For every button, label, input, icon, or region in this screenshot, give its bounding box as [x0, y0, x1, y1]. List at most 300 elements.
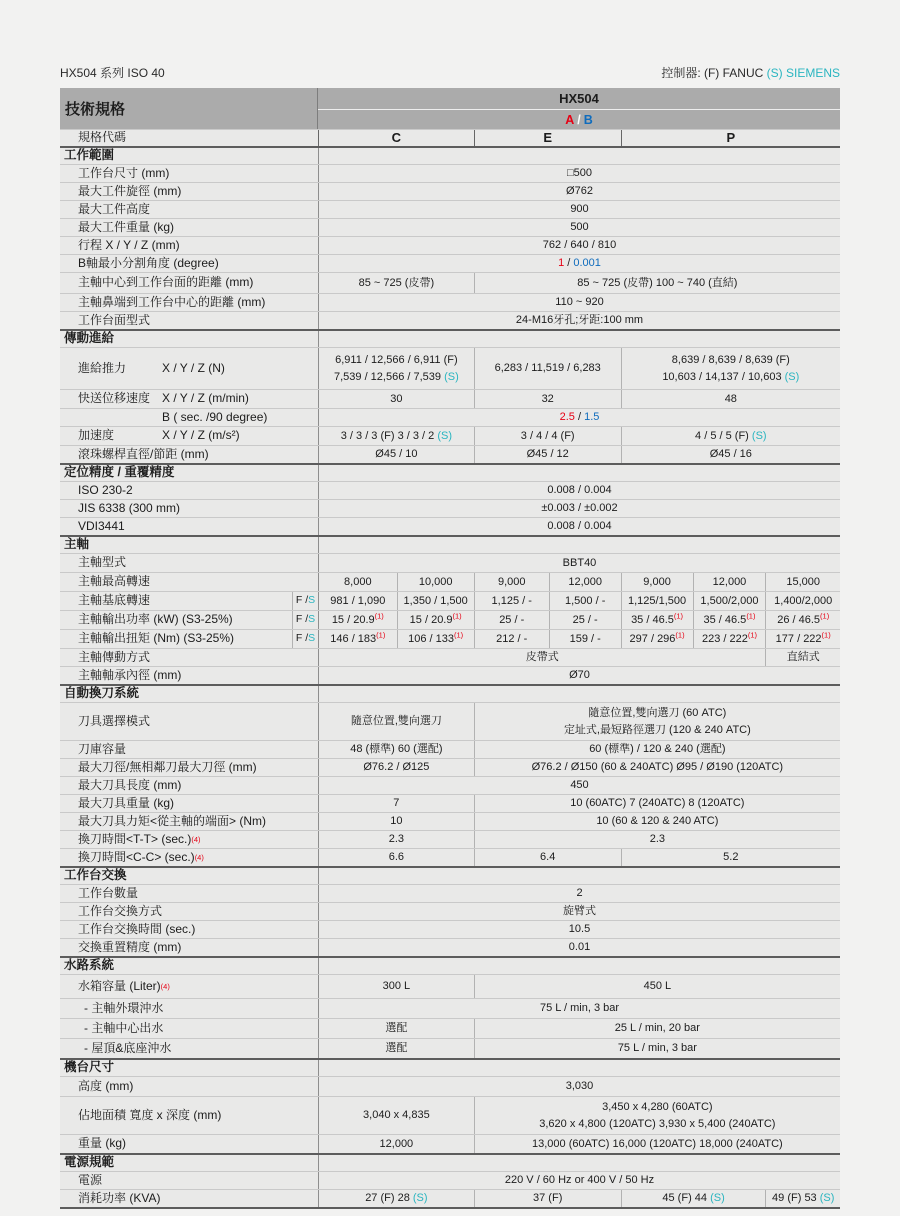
spec-cell-line: 159 / -	[569, 632, 601, 645]
spec-cell	[765, 649, 840, 666]
spec-row-values	[318, 667, 840, 684]
spec-row-label: 重量 (kg)	[78, 1136, 127, 1151]
spec-cell-line: □500	[567, 167, 592, 180]
spec-row	[60, 182, 840, 200]
spec-cell	[319, 1172, 840, 1189]
spec-row-values	[318, 741, 840, 758]
section-title: 定位精度 / 重覆精度	[64, 465, 175, 480]
spec-cell-line: 500	[570, 221, 589, 234]
spec-row-values	[318, 1077, 840, 1096]
spec-cell	[319, 999, 840, 1018]
spec-cell-line: 3,450 x 4,280 (60ATC)	[602, 1101, 713, 1113]
spec-cell-line: 隨意位置,雙向選刀 (60 ATC)	[588, 707, 727, 719]
spec-row-label: 滾珠螺桿直徑/節距 (mm)	[78, 446, 209, 461]
fanuc-siemens-flag: F / S	[292, 611, 318, 629]
spec-cell	[319, 482, 840, 499]
spec-row	[60, 830, 840, 848]
section-header-row	[60, 1058, 840, 1076]
controller-note: 控制器: (F) FANUC (S) SIEMENS	[661, 66, 840, 80]
spec-cell-line: Ø45 / 10	[375, 448, 418, 461]
spec-row	[60, 517, 840, 535]
spec-cell-line: 直結式	[786, 651, 820, 664]
spec-row-values	[318, 201, 840, 218]
spec-row	[60, 776, 840, 794]
spec-cell-line: 10 (60 & 120 & 240 ATC)	[596, 815, 719, 828]
spec-cell	[474, 273, 840, 293]
spec-cell-line: 9,000	[643, 575, 671, 588]
spec-row-label: 消耗功率 (KVA)	[78, 1190, 161, 1205]
code-row	[60, 129, 840, 146]
spec-cell	[319, 165, 840, 182]
spec-cell	[319, 255, 840, 272]
spec-row-label	[60, 409, 318, 426]
spec-cell	[549, 573, 621, 591]
spec-cell	[319, 741, 474, 758]
spec-cell-line: 25 / -	[499, 613, 525, 626]
spec-cell-line: 25 L / min, 20 bar	[614, 1022, 700, 1035]
spec-row-values	[318, 1190, 840, 1207]
spec-cell	[319, 554, 840, 572]
spec-row-label: 最大工件旋徑 (mm)	[78, 183, 182, 198]
spec-cell-line: 49 (F) 53 (S)	[772, 1192, 835, 1205]
spec-cell	[549, 592, 621, 610]
section-header-row	[60, 329, 840, 347]
spec-sections	[60, 146, 840, 1207]
spec-row-label: 進給推力 X / Y / Z (N)	[78, 360, 225, 375]
spec-cell	[474, 1097, 840, 1134]
spec-cell-line: 10	[390, 815, 403, 828]
spec-row	[60, 445, 840, 463]
spec-row	[60, 553, 840, 572]
spec-row-label: 電源	[78, 1172, 103, 1187]
spec-cell	[474, 741, 840, 758]
spec-cell-line: 15 / 20.9$^{(1)}$	[331, 611, 384, 626]
spec-row-values	[318, 183, 840, 200]
spec-table	[60, 88, 840, 1209]
spec-row-values	[318, 500, 840, 517]
spec-row-values	[318, 1135, 840, 1153]
spec-cell	[319, 611, 397, 629]
spec-cell-line: 3,040 x 4,835	[363, 1109, 430, 1122]
spec-row	[60, 920, 840, 938]
spec-row-sublabel: B ( sec. /90 degree)	[162, 409, 268, 424]
spec-cell	[621, 1190, 766, 1207]
spec-cell-line: 選配	[385, 1022, 408, 1035]
spec-row-values	[318, 1097, 840, 1134]
spec-row-values	[318, 813, 840, 830]
spec-row	[60, 974, 840, 998]
spec-cell	[621, 592, 693, 610]
spec-cell	[319, 795, 474, 812]
section-title-spacer	[318, 958, 840, 974]
spec-row	[60, 236, 840, 254]
spec-row-label: 水箱容量 (Liter) (4)	[78, 978, 170, 993]
table-title: 技術規格	[60, 88, 318, 129]
model-name: HX504	[318, 88, 840, 110]
spec-cell	[319, 312, 840, 329]
spec-row	[60, 1134, 840, 1153]
spec-cell	[474, 573, 549, 591]
spec-cell	[474, 703, 840, 740]
spec-row	[60, 311, 840, 329]
variant-a: A	[565, 112, 575, 127]
spec-cell	[319, 813, 474, 830]
spec-row-label: 主軸鼻端到工作台中心的距離 (mm)	[78, 294, 266, 309]
spec-row-values	[318, 1019, 840, 1038]
spec-cell-line: 7	[393, 797, 400, 810]
spec-cell-line: 85 ~ 725 (皮帶)	[358, 276, 435, 289]
spec-cell-line: 1 / 0.001	[558, 257, 601, 270]
spec-row-values	[318, 273, 840, 293]
spec-row-values	[318, 409, 840, 426]
spec-row	[60, 648, 840, 666]
spec-cell	[397, 630, 474, 648]
spec-row-label: B軸最小分割角度 (degree)	[78, 255, 219, 270]
spec-row	[60, 998, 840, 1018]
spec-cell	[319, 294, 840, 311]
spec-row-label: 工作台數量	[78, 885, 139, 900]
spec-cell-line: 1,500 / -	[565, 594, 606, 607]
spec-row-values	[318, 630, 840, 648]
spec-cell	[319, 849, 474, 866]
spec-row-label: 主軸最高轉速	[78, 574, 151, 589]
spec-cell-line: 15 / 20.9$^{(1)}$	[409, 611, 462, 626]
spec-cell	[474, 611, 549, 629]
code-cell-e: E	[474, 130, 621, 146]
variant-b: B	[583, 112, 593, 127]
spec-cell	[319, 390, 474, 408]
spec-row-values	[318, 939, 840, 956]
spec-row-values	[318, 294, 840, 311]
spec-cell	[621, 390, 840, 408]
spec-cell-line: 7,539 / 12,566 / 7,539 (S)	[333, 370, 459, 383]
spec-cell-line: 10 (60ATC) 7 (240ATC) 8 (120ATC)	[570, 797, 745, 810]
spec-cell-line: 8,000	[344, 575, 372, 588]
spec-row-label: - 屋頂&底座沖水	[84, 1040, 172, 1055]
spec-row-label: 換刀時間<T-T> (sec.) (4)	[78, 831, 201, 846]
spec-cell	[319, 903, 840, 920]
spec-cell	[319, 500, 840, 517]
spec-cell	[474, 446, 621, 463]
spec-cell-line: 32	[541, 392, 554, 405]
spec-cell	[474, 630, 549, 648]
model-variants	[318, 110, 840, 129]
spec-row-label: - 主軸中心出水	[84, 1020, 164, 1035]
spec-cell-line: 選配	[385, 1042, 408, 1055]
spec-row-values	[318, 1039, 840, 1058]
spec-cell	[621, 611, 693, 629]
spec-cell	[693, 592, 766, 610]
spec-cell	[319, 1190, 474, 1207]
spec-cell-line: 皮帶式	[525, 651, 559, 664]
variant-separator: /	[577, 112, 581, 127]
spec-row	[60, 702, 840, 740]
spec-cell-line: 13,000 (60ATC) 16,000 (120ATC) 18,000 (240ATC)	[532, 1137, 783, 1150]
spec-cell-line: 26 / 46.5$^{(1)}$	[777, 611, 830, 626]
spec-cell	[319, 592, 397, 610]
spec-row-values	[318, 446, 840, 463]
spec-row-values	[318, 312, 840, 329]
spec-cell	[319, 1039, 474, 1058]
series-title: HX504 系列 ISO 40	[60, 66, 165, 80]
spec-cell-line: 10,000	[418, 575, 453, 588]
spec-cell-line: 1,500/2,000	[700, 594, 759, 607]
spec-cell-line: 981 / 1,090	[330, 594, 386, 607]
spec-cell	[621, 573, 693, 591]
spec-row-values	[318, 831, 840, 848]
table-header-band	[60, 88, 840, 129]
spec-cell	[474, 849, 621, 866]
spec-cell	[621, 348, 840, 389]
spec-cell-line: 60 (標準) / 120 & 240 (選配)	[589, 743, 726, 756]
spec-cell	[397, 573, 474, 591]
spec-row	[60, 666, 840, 684]
spec-cell-line: 3 / 4 / 4 (F)	[520, 429, 575, 442]
spec-row	[60, 164, 840, 182]
spec-cell-line: 450 L	[643, 980, 672, 993]
spec-cell-line: 定址式,最短路徑選刀 (120 & 240 ATC)	[563, 723, 751, 736]
spec-row-values	[318, 219, 840, 236]
spec-cell-line: 6.6	[388, 851, 405, 864]
spec-row	[60, 1038, 840, 1058]
spec-cell-line: 106 / 133$^{(1)}$	[408, 630, 464, 645]
spec-row	[60, 610, 840, 629]
spec-row-values	[318, 849, 840, 866]
spec-cell-line: 1,400/2,000	[774, 594, 833, 607]
spec-cell-line: 27 (F) 28 (S)	[365, 1192, 428, 1205]
spec-cell-line: 45 (F) 44 (S)	[662, 1192, 725, 1205]
spec-cell-line: 15,000	[786, 575, 821, 588]
spec-cell-line: 2.3	[649, 833, 665, 846]
spec-row-label: 工作台尺寸 (mm)	[78, 165, 170, 180]
spec-row-values	[318, 903, 840, 920]
spec-cell-line: 177 / 222$^{(1)}$	[775, 630, 831, 645]
spec-row-values	[318, 592, 840, 610]
spec-row-label: 最大刀具重量 (kg)	[78, 795, 175, 810]
spec-row-sublabel: X / Y / Z (m/s²)	[162, 428, 240, 443]
spec-cell-line: 8,639 / 8,639 / 8,639 (F)	[671, 354, 790, 366]
spec-cell	[474, 831, 840, 848]
spec-cell-line: Ø76.2 / Ø125	[363, 761, 430, 774]
spec-row	[60, 629, 840, 648]
spec-cell	[474, 348, 621, 389]
spec-cell	[319, 649, 765, 666]
spec-cell-line: 30	[390, 392, 403, 405]
section-title-spacer	[318, 686, 840, 702]
spec-cell-line: 10,603 / 14,137 / 10,603 (S)	[662, 370, 800, 383]
spec-cell-line: 10.5	[568, 923, 591, 936]
section-title: 主軸	[64, 537, 90, 552]
spec-cell-line: 6.4	[540, 851, 556, 864]
spec-row	[60, 499, 840, 517]
spec-row	[60, 389, 840, 408]
spec-cell-line: 35 / 46.5$^{(1)}$	[703, 611, 756, 626]
spec-cell-line: 9,000	[497, 575, 526, 588]
spec-row	[60, 884, 840, 902]
spec-cell-line: 2	[576, 887, 583, 900]
spec-row-sublabel: X / Y / Z (N)	[162, 360, 225, 375]
spec-cell	[319, 427, 474, 445]
spec-row-label: 行程 X / Y / Z (mm)	[78, 237, 180, 252]
spec-row-label: 工作台交換時間 (sec.)	[78, 921, 196, 936]
spec-cell	[319, 630, 397, 648]
spec-cell	[474, 1019, 840, 1038]
spec-row	[60, 408, 840, 426]
spec-row	[60, 347, 840, 389]
spec-row	[60, 293, 840, 311]
spec-cell	[765, 1190, 840, 1207]
spec-cell	[765, 611, 840, 629]
spec-row-label: 主軸輸出功率 (kW) (S3-25%) F / S	[60, 611, 318, 629]
section-title: 工作範圍	[64, 148, 115, 163]
spec-row-values	[318, 165, 840, 182]
spec-row	[60, 200, 840, 218]
spec-cell	[319, 1077, 840, 1096]
spec-cell	[319, 518, 840, 535]
spec-row-values	[318, 482, 840, 499]
spec-cell-line: 37 (F)	[533, 1192, 563, 1205]
spec-cell	[319, 921, 840, 938]
section-header-row	[60, 535, 840, 553]
spec-row-values	[318, 975, 840, 998]
spec-row	[60, 938, 840, 956]
spec-cell	[319, 1019, 474, 1038]
spec-row	[60, 218, 840, 236]
spec-cell	[474, 1135, 840, 1153]
spec-cell-line: 35 / 46.5$^{(1)}$	[631, 611, 684, 626]
section-title-spacer	[318, 537, 840, 553]
spec-cell	[474, 1190, 621, 1207]
section-title-spacer	[318, 868, 840, 884]
spec-cell	[765, 573, 840, 591]
spec-row-values	[318, 237, 840, 254]
section-header-row	[60, 146, 840, 164]
spec-row	[60, 848, 840, 866]
spec-row-values	[318, 649, 840, 666]
spec-cell-line: 146 / 183$^{(1)}$	[330, 630, 386, 645]
spec-cell	[693, 611, 766, 629]
spec-cell	[693, 630, 766, 648]
spec-row-values	[318, 921, 840, 938]
section-header-row	[60, 1153, 840, 1171]
spec-row	[60, 758, 840, 776]
spec-cell	[765, 630, 840, 648]
spec-row-label: 主軸軸承內徑 (mm)	[78, 667, 182, 682]
spec-cell-line: 3,620 x 4,800 (120ATC) 3,930 x 5,400 (240ATC)	[539, 1117, 776, 1130]
section-title: 機台尺寸	[64, 1060, 115, 1075]
section-title-spacer	[318, 465, 840, 481]
spec-cell-line: 0.008 / 0.004	[547, 484, 612, 497]
spec-cell-line: 5.2	[723, 851, 739, 864]
spec-cell	[319, 1097, 474, 1134]
spec-row-values	[318, 759, 840, 776]
spec-cell	[549, 611, 621, 629]
spec-cell	[319, 667, 840, 684]
spec-cell	[319, 975, 474, 998]
spec-row-label: 交換重置精度 (mm)	[78, 939, 182, 954]
spec-row-label: 工作台交換方式	[78, 903, 163, 918]
spec-row-label: 工作台面型式	[78, 312, 151, 327]
spec-row	[60, 794, 840, 812]
spec-row-label: - 主軸外環沖水	[84, 1000, 164, 1015]
spec-row-label: 最大刀具力矩<從主軸的端面> (Nm)	[78, 813, 267, 828]
section-title-spacer	[318, 1060, 840, 1076]
spec-cell-line: 3,030	[565, 1080, 594, 1093]
spec-row-sublabel: X / Y / Z (m/min)	[162, 391, 249, 406]
spec-row-label: 刀庫容量	[78, 741, 127, 756]
spec-cell	[474, 390, 621, 408]
spec-row	[60, 740, 840, 758]
spec-cell-line: 0.01	[568, 941, 591, 954]
page-meta	[60, 64, 840, 81]
spec-cell	[319, 446, 474, 463]
spec-row-label: 最大刀徑/無相鄰刀最大刀徑 (mm)	[78, 759, 257, 774]
spec-row-values	[318, 795, 840, 812]
spec-cell-line: ±0.003 / ±0.002	[541, 502, 618, 515]
spec-cell	[319, 831, 474, 848]
spec-row-values	[318, 518, 840, 535]
spec-row-values	[318, 1172, 840, 1189]
spec-cell	[397, 611, 474, 629]
spec-cell-line: 旋臂式	[563, 905, 596, 918]
spec-row-values	[318, 999, 840, 1018]
spec-cell-line: 1,350 / 1,500	[403, 594, 468, 607]
spec-cell-line: 24-M16牙孔;牙距:100 mm	[515, 314, 644, 327]
spec-cell	[474, 759, 840, 776]
spec-row-values	[318, 255, 840, 272]
spec-cell-line: 297 / 296$^{(1)}$	[629, 630, 685, 645]
fanuc-siemens-flag: F / S	[292, 592, 318, 610]
spec-row-label: 主軸型式	[78, 555, 127, 570]
spec-cell	[474, 1039, 840, 1058]
spec-cell-line: 25 / -	[572, 613, 598, 626]
fanuc-siemens-flag: F / S	[292, 630, 318, 648]
spec-row	[60, 1076, 840, 1096]
spec-cell	[474, 813, 840, 830]
spec-row	[60, 481, 840, 499]
spec-cell	[621, 630, 693, 648]
spec-cell-line: 110 ~ 920	[555, 296, 604, 309]
spec-cell	[474, 975, 840, 998]
spec-row	[60, 591, 840, 610]
code-cell-p: P	[621, 130, 840, 146]
spec-row-label: 佔地面積 寬度 x 深度 (mm)	[78, 1107, 222, 1122]
spec-row-label: 加速度 X / Y / Z (m/s²)	[78, 428, 240, 443]
spec-cell-line: Ø76.2 / Ø150 (60 & 240ATC) Ø95 / Ø190 (120ATC)	[531, 761, 784, 774]
spec-cell-line: 4 / 5 / 5 (F) (S)	[695, 429, 767, 442]
spec-cell-line: 85 ~ 725 (皮帶) 100 ~ 740 (直結)	[577, 276, 738, 289]
code-row-values	[318, 130, 840, 146]
section-header-row	[60, 684, 840, 702]
section-title-spacer	[318, 148, 840, 164]
spec-cell-line: 1,125/1,500	[628, 594, 687, 607]
spec-row-values	[318, 390, 840, 408]
spec-cell-line: 450	[570, 779, 589, 792]
spec-cell-line: 0.008 / 0.004	[547, 520, 612, 533]
spec-row-label: 最大工件高度	[78, 201, 151, 216]
spec-cell-line: Ø70	[569, 669, 590, 682]
spec-row-label: VDI3441	[78, 518, 125, 533]
spec-cell-line: 900	[570, 203, 589, 216]
spec-cell	[474, 795, 840, 812]
spec-cell-line: 1,125 / -	[491, 594, 532, 607]
spec-cell	[621, 849, 840, 866]
spec-cell	[474, 592, 549, 610]
spec-cell-line: 12,000	[379, 1137, 414, 1150]
spec-cell	[319, 273, 474, 293]
spec-row-label: 最大工件重量 (kg)	[78, 219, 175, 234]
spec-row-values	[318, 703, 840, 740]
